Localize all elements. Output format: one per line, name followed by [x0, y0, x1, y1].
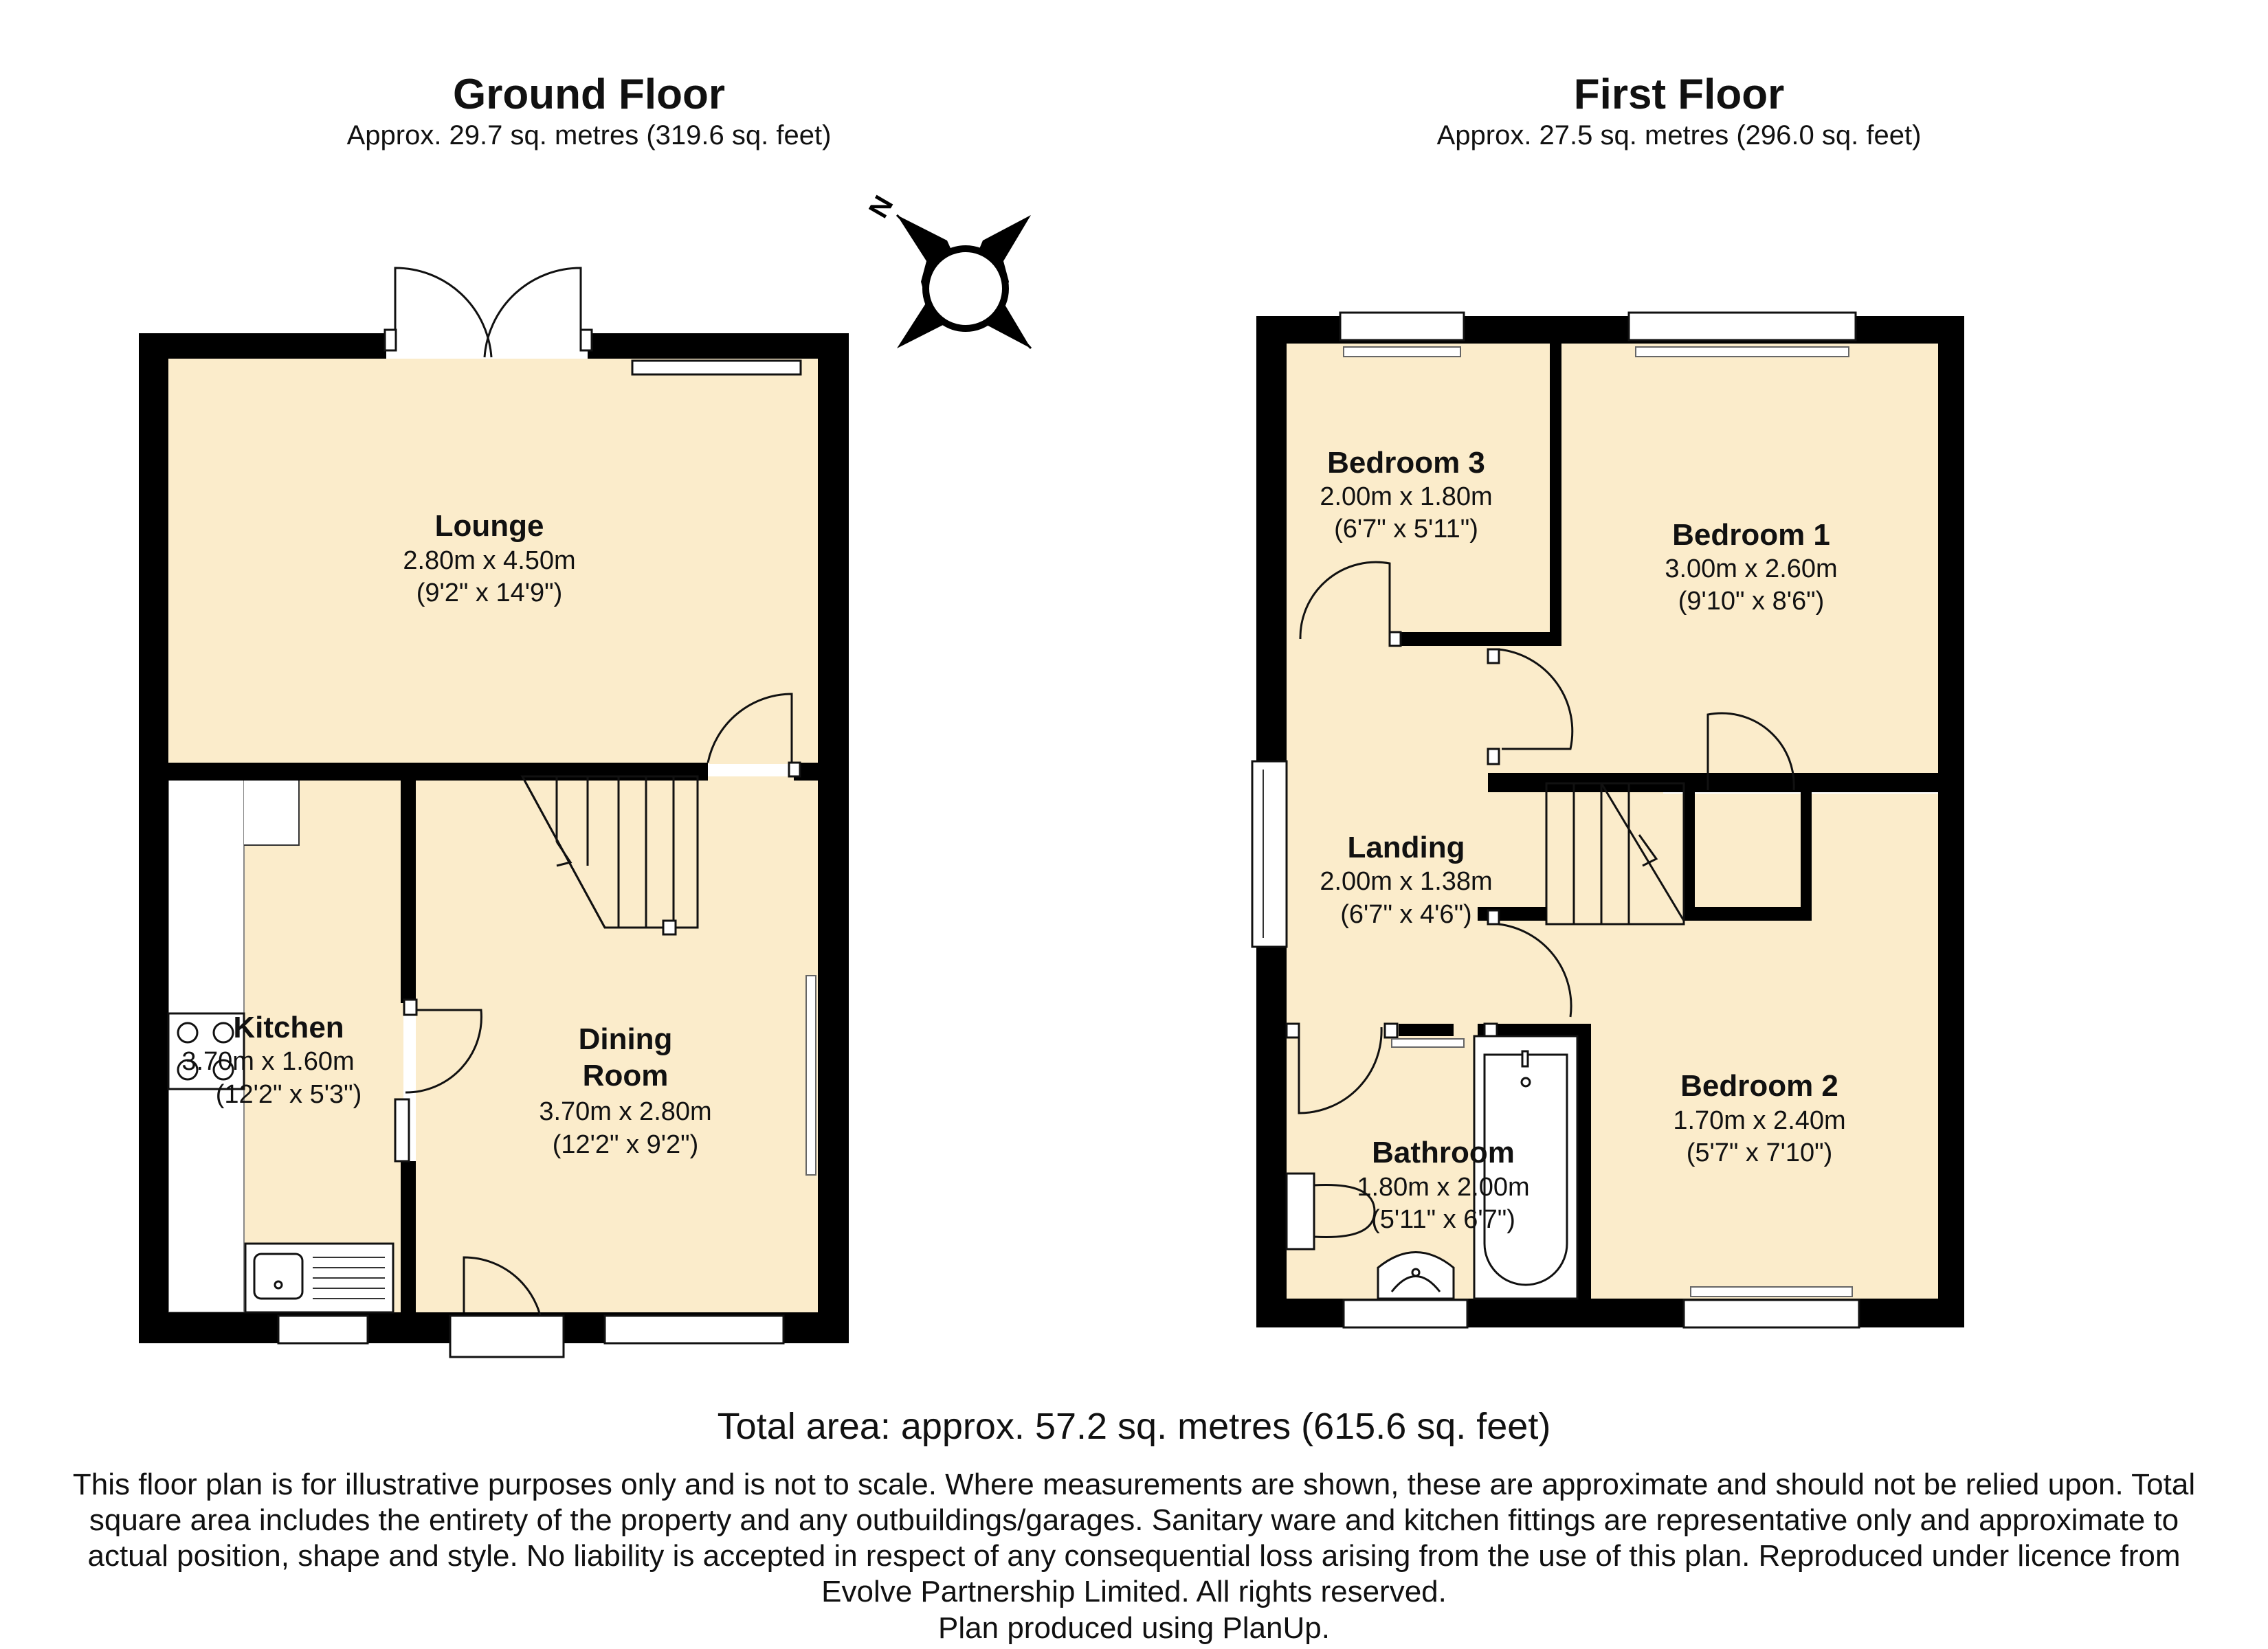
disclaimer-line: This floor plan is for illustrative purposes only and is not to scale. Where measurements are shown, these are approximate and should not be relied upon. Total [72, 1468, 2196, 1501]
dining-metric: 3.70m x 2.80m [539, 1097, 712, 1126]
bedroom3-name: Bedroom 3 [1327, 446, 1485, 480]
disclaimer-line: Evolve Partnership Limited. All rights reserved. [821, 1575, 1447, 1608]
bedroom1-metric: 3.00m x 2.60m [1665, 554, 1838, 583]
bedroom1-name: Bedroom 1 [1672, 518, 1830, 552]
kitchen-floor [244, 776, 403, 1312]
compass-north-label: N [863, 190, 900, 223]
disclaimer-line: square area includes the entirety of the property and any outbuildings/garages. Sanitary ware and kitchen fittings are representative only and approximate to [89, 1503, 2179, 1537]
disclaimer [0, 1467, 2268, 1610]
dining-imperial: (12'2" x 9'2") [552, 1130, 699, 1159]
bathroom-metric: 1.80m x 2.00m [1357, 1173, 1530, 1202]
landing-imperial: (6'7" x 4'6") [1340, 900, 1472, 929]
bedroom2-imperial: (5'7" x 7'10") [1686, 1138, 1833, 1167]
plan-produced-note: Plan produced using PlanUp. [938, 1611, 1330, 1645]
total-area: Total area: approx. 57.2 sq. metres (615.6 sq. feet) [717, 1406, 1551, 1447]
kitchen-name: Kitchen [233, 1011, 344, 1044]
bedroom1-imperial: (9'10" x 8'6") [1678, 587, 1825, 616]
first-floor-area: Approx. 27.5 sq. metres (296.0 sq. feet) [1436, 120, 1922, 150]
landing-metric: 2.00m x 1.38m [1320, 867, 1493, 896]
lounge-name: Lounge [434, 509, 544, 543]
lounge-imperial: (9'2" x 14'9") [416, 579, 563, 607]
bedroom3-imperial: (6'7" x 5'11") [1334, 515, 1478, 543]
bathroom-basin [1378, 1253, 1454, 1299]
bedroom3-metric: 2.00m x 1.80m [1320, 482, 1493, 511]
landing-name: Landing [1347, 831, 1465, 864]
kitchen-imperial: (12'2" x 5'3") [215, 1080, 362, 1109]
first-floor-title: First Floor [1573, 71, 1785, 118]
bathroom-imperial: (5'11" x 6'7") [1371, 1205, 1515, 1234]
bedroom2-name: Bedroom 2 [1680, 1069, 1838, 1103]
ground-floor-plan [139, 268, 849, 1357]
dining-name-line1: Dining [578, 1022, 673, 1056]
ground-floor-area: Approx. 29.7 sq. metres (319.6 sq. feet) [346, 120, 832, 150]
lounge-metric: 2.80m x 4.50m [403, 546, 576, 575]
compass-rose-icon [897, 215, 1031, 348]
bathroom-name: Bathroom [1372, 1136, 1515, 1169]
kitchen-sink [245, 1244, 393, 1312]
dining-name-line2: Room [582, 1059, 669, 1092]
ground-floor-title: Ground Floor [452, 71, 726, 118]
bedroom2-metric: 1.70m x 2.40m [1673, 1106, 1846, 1135]
disclaimer-line: actual position, shape and style. No liability is accepted in respect of any consequential loss arising from the use of this plan. Reproduced under licence from [87, 1539, 2181, 1573]
kitchen-metric: 3.70m x 1.60m [181, 1047, 355, 1076]
